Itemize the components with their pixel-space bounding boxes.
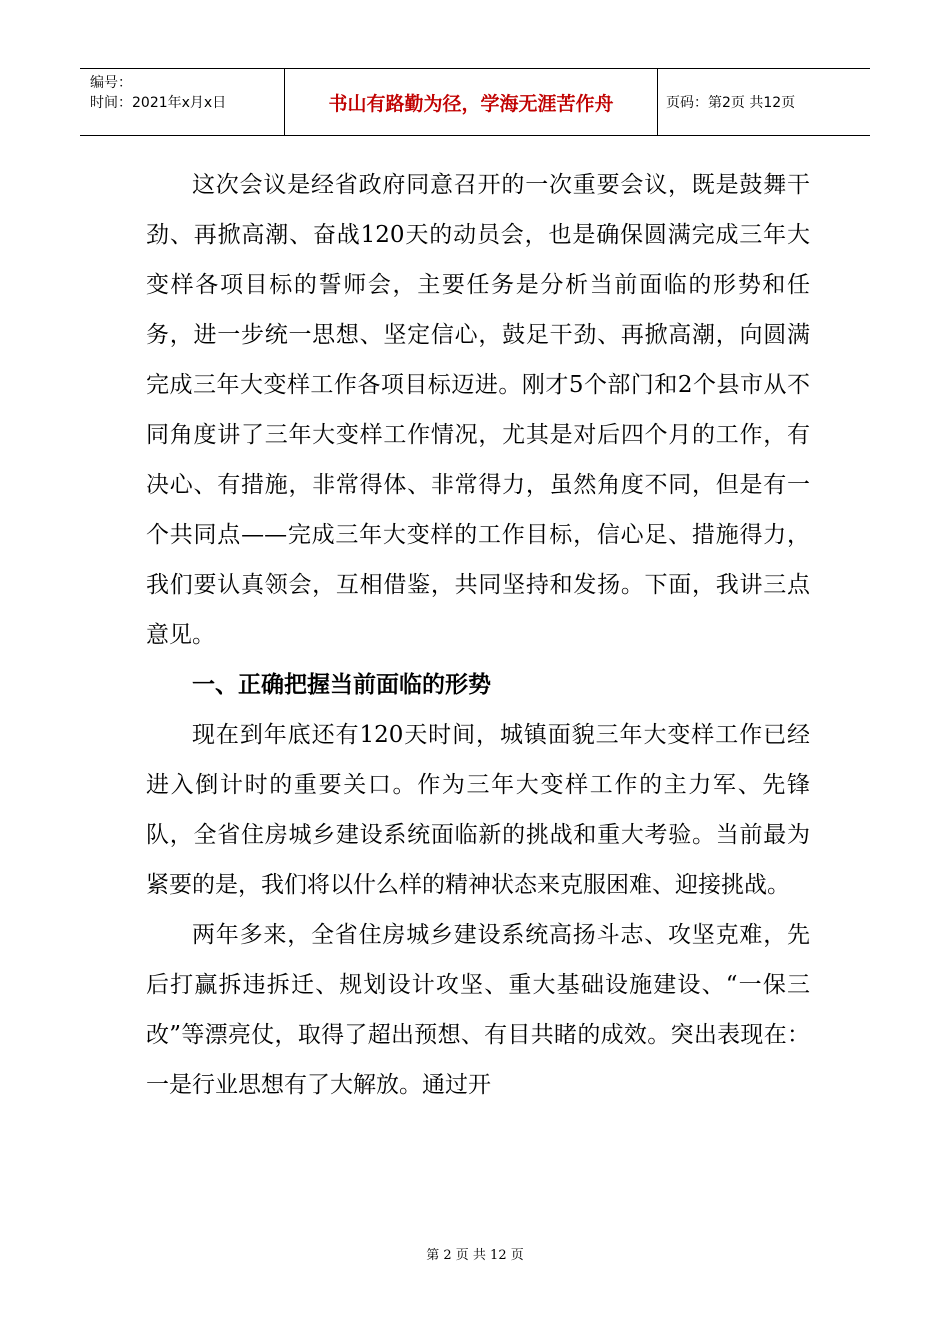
paragraph-achievements: 两年多来，全省住房城乡建设系统高扬斗志、攻坚克难，先后打赢拆违拆迁、规划设计攻坚、重大基础设施建设、“一保三改”等漂亮仗，取得了超出预想、有目共睹的成效。突出表现在：一是行业思想有了大解放。通过开 (146, 922, 810, 1098)
header-motto: 书山有路勤为径，学海无涯苦作舟 (284, 69, 658, 135)
document-header (80, 68, 870, 136)
document-number-label: 编号： (90, 75, 132, 91)
document-date-label: 时间：2021年x月x日 (90, 95, 227, 111)
paragraph-opening: 这次会议是经省政府同意召开的一次重要会议，既是鼓舞干劲、再掀高潮、奋战120天的动员会，也是确保圆满完成三年大变样各项目标的誓师会，主要任务是分析当前面临的形势和任务，进一步统一思想、坚定信心，鼓足干劲、再掀高潮，向圆满完成三年大变样工作各项目标迈进。刚才5个部门和2个县市从不同角度讲了三年大变样工作情况，尤其是对后四个月的工作，有决心、有措施，非常得体、非常得力，虽然角度不同，但是有一个共同点——完成三年大变样的工作目标，信心足、措施得力，我们要认真领会，互相借鉴，共同坚持和发扬。下面，我讲三点意见。 (146, 172, 810, 648)
page-footer: 第 2 页 共 12 页 (426, 1248, 524, 1263)
section-heading: 一、正确把握当前面临的形势 (192, 672, 491, 698)
header-page-number: 页码：第2页 共12页 (666, 95, 796, 111)
paragraph-situation: 现在到年底还有120天时间，城镇面貌三年大变样工作已经进入倒计时的重要关口。作为三年大变样工作的主力军、先锋队，全省住房城乡建设系统面临新的挑战和重大考验。当前最为紧要的是，我们将以什么样的精神状态来克服困难、迎接挑战。 (146, 722, 810, 898)
header-meta (80, 69, 284, 135)
document-body (146, 160, 810, 1110)
